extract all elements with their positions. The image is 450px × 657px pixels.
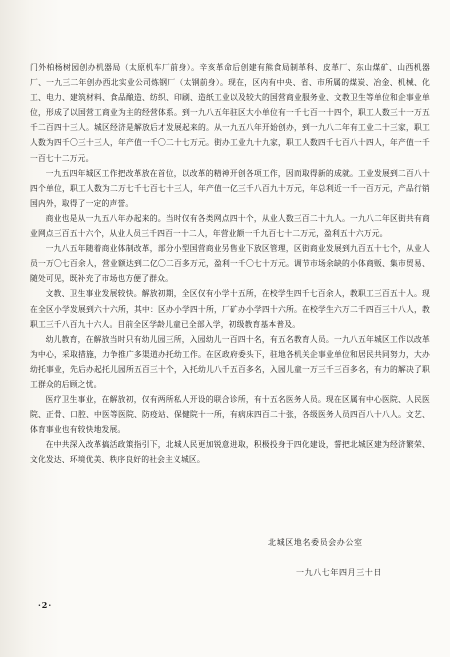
date: 一九八七年四月三十日 xyxy=(296,568,382,577)
paragraph-5: 文教、卫生事业发展较快。解放初期，全区仅有小学十五所，在校学生四千七百余人，教职工三百五十人。现在全区小学发展到六十六所，其中：区办小学四十所，厂矿办小学四十六所。在校学生六万二千四百三十八人，教职工三千八百九十六人。目前全区学龄儿童已全部入学，初级教育基本普及。 xyxy=(30,289,430,329)
body-text xyxy=(30,60,430,468)
paragraph-2: 一九五四年城区工作把改革放在首位，以改革的精神开创各项工作，因而取得新的成就。工业发展到二百八十四个单位，职工人数为二万七千七百七十三人，年产值一亿三千八百九十万元，年总利近一千一百万元，产品行销国内外，取得了一定的声誉。 xyxy=(30,168,430,208)
page-number: ·2· xyxy=(38,600,53,610)
paragraph-3: 商业也是从一九五八年办起来的。当时仅有各类网点四十个，从业人数三百二十九人。一九八二年区街共有商业网点三百五十六个，从业人员三千四百一十二人，年营业额一千九百七十二万元，盈利五十六万元。 xyxy=(30,213,430,239)
paragraph-8: 在中共深入改革搞活政策指引下，北城人民更加锐意进取，积极投身于四化建设，誓把北城区建为经济繁荣、文化发达、环境优美、秩序良好的社会主义城区。 xyxy=(30,440,430,465)
paragraph-1: 门外柏杨树园创办机器局（太原机车厂前身）。辛亥革命后创建有熊食局制革科、皮革厂、东山煤矿、山西机器厂、一九三二年创办西北实业公司炼钢厂（太钢前身）。现在，区内有中央、省、市所属的煤炭、冶金、机械、化工、电力、建筑材料、食品酿造、纺织、印刷、造纸工业以及较大的国营商业服务业、文教卫生等单位和企事业单位，形成了以国营工商业为主的经营体系。到一九八五年驻区大小单位有一千七百一十四个，职工人数三十一万五千二百四十三人。城区经济是解放后才发展起来的。从一九五八年开始创办，到一九八二年有工业二十三家，职工人数为四千〇三十三人，年产值一千〇二十七万元。街办工业九十九家，职工人数四千七百八十四人，年产值一千一百七十二万元。 xyxy=(30,63,430,163)
paragraph-4: 一九八五年随着商业体制改革，部分小型国营商业另售业下放区管理，区街商业发展到九百五十七个，从业人员一万〇七百余人，营业额达到二亿〇二百多万元，盈利一千〇七十万元。调节市场余缺的小体商贩、集市贸易、随处可见，既补充了市场也方便了群众。 xyxy=(30,244,430,284)
paragraph-6: 幼儿教育，在解放当时只有幼儿园三所，入园幼儿一百四十名，有五名教育人员。一九八五年城区工作以改革为中心，采取措施，力争推广多渠道办托幼工作。在区政府委头下，驻地各机关企事业单位和居民共同努力，大办幼托事业，先后办起托儿园所五百三十个，入托幼儿八千五百多名，入园儿童一万三千三百多名，有力的解决了职工群众的后顾之忧。 xyxy=(30,334,430,389)
paragraph-7: 医疗卫生事业，在解放初，仅有两所私人开设的联合诊所，有十五名医务人员。现在区属有中心医院、人民医院、正骨、口腔、中医等医院、防疫站、保健院十一所，有病床四百二十张，各级医务人员四百八十八人。文艺、体育事业也有较快地发展。 xyxy=(30,395,430,435)
signature: 北城区地名委员会办公室 xyxy=(268,538,363,547)
